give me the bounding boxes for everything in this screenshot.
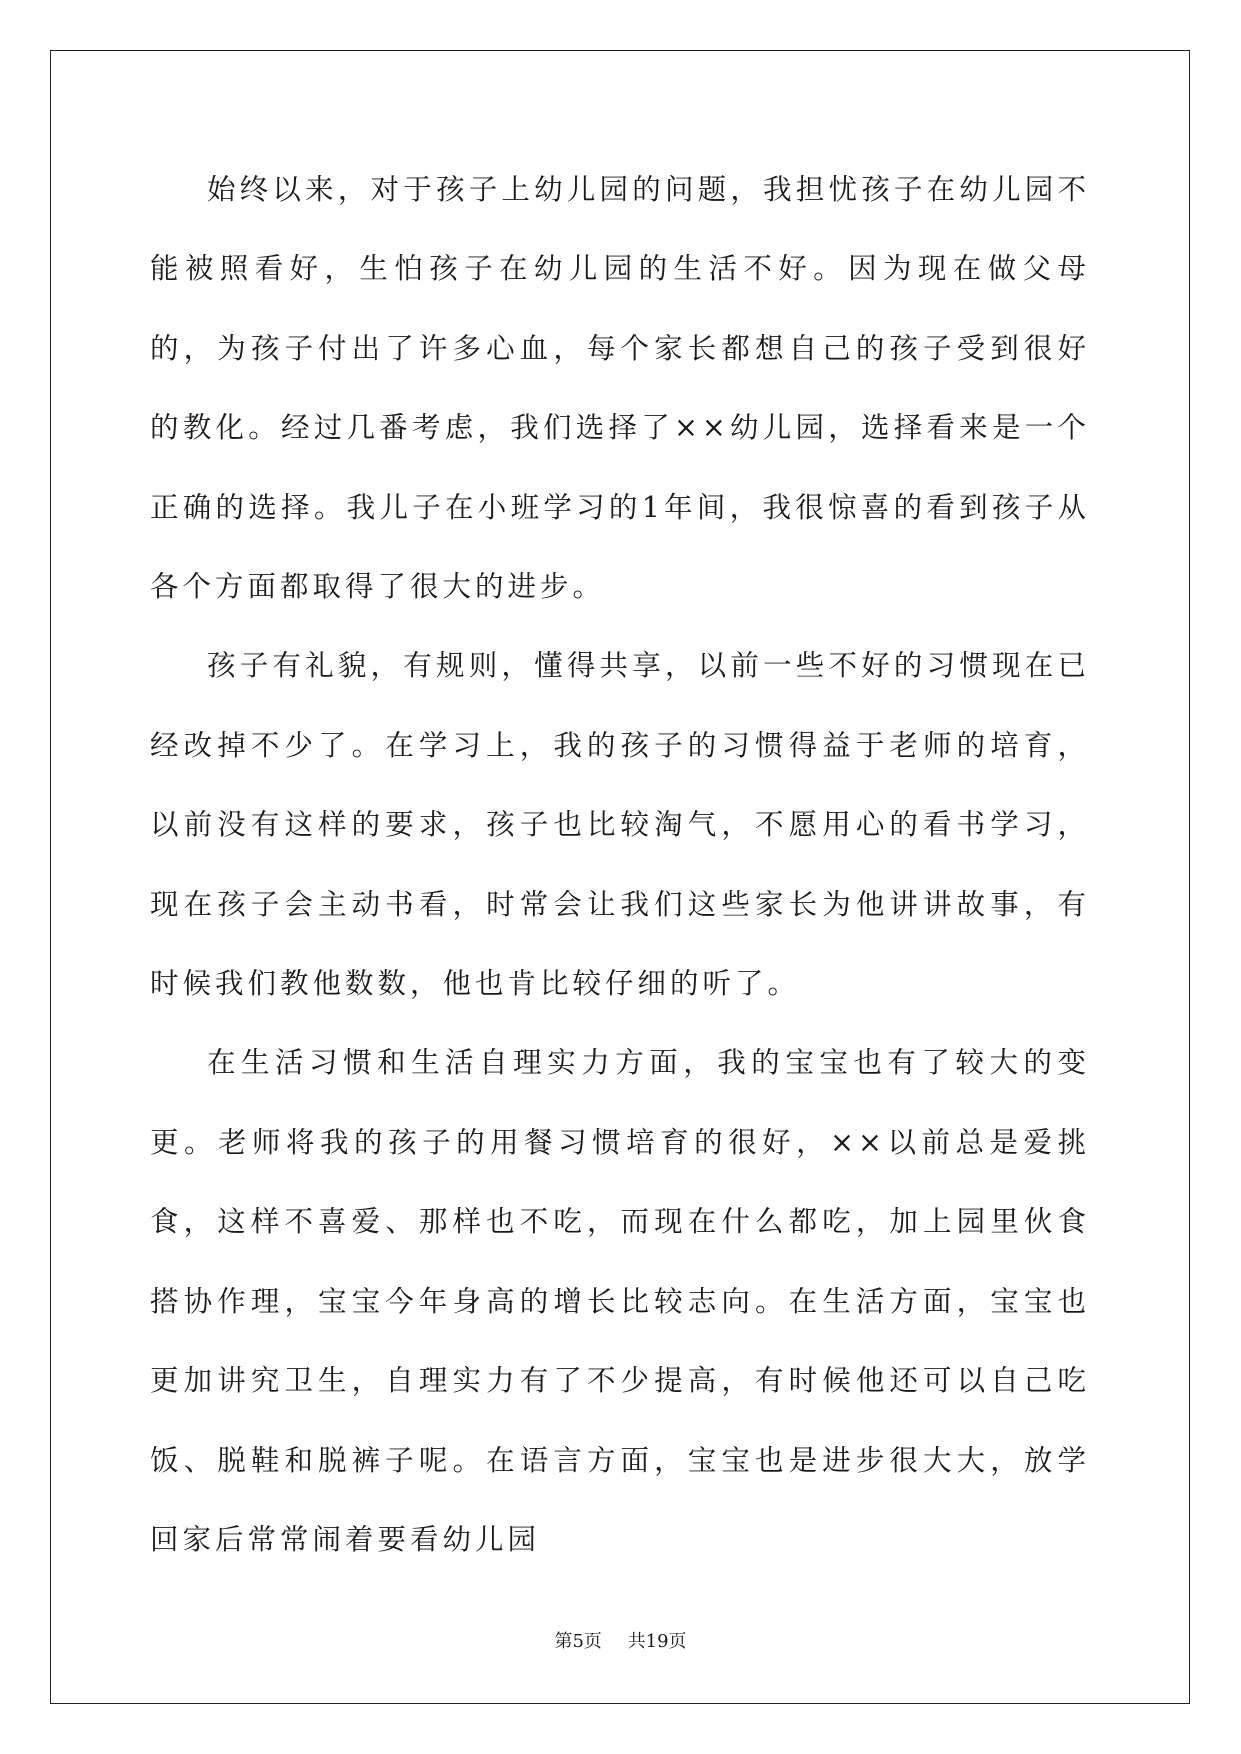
paragraph: 始终以来，对于孩子上幼儿园的问题，我担忧孩子在幼儿园不能被照看好，生怕孩子在幼儿园的生活不好。因为现在做父母的，为孩子付出了许多心血，每个家长都想自己的孩子受到很好的教化。经过几番考虑，我们选择了××幼儿园，选择看来是一个正确的选择。我儿子在小班学习的1年间，我很惊喜的看到孩子从各个方面都取得了很大的进步。 (150, 173, 1090, 604)
current-page-number: 第5页 (554, 1631, 602, 1652)
document-body (150, 150, 1090, 1579)
page-footer (0, 1630, 1241, 1654)
total-page-count: 共19页 (627, 1631, 687, 1652)
paragraph: 在生活习惯和生活自理实力方面，我的宝宝也有了较大的变更。老师将我的孩子的用餐习惯培育的很好，××以前总是爱挑食，这样不喜爱、那样也不吃，而现在什么都吃，加上园里伙食搭协作理，宝宝今年身高的增长比较志向。在生活方面，宝宝也更加讲究卫生，自理实力有了不少提高，有时候他还可以自己吃饭、脱鞋和脱裤子呢。在语言方面，宝宝也是进步很大大，放学回家后常常闹着要看幼儿园 (150, 1046, 1090, 1556)
paragraph: 孩子有礼貌，有规则，懂得共享，以前一些不好的习惯现在已经改掉不少了。在学习上，我的孩子的习惯得益于老师的培育，以前没有这样的要求，孩子也比较淘气，不愿用心的看书学习，现在孩子会主动书看，时常会让我们这些家长为他讲讲故事，有时候我们教他数数，他也肯比较仔细的听了。 (150, 649, 1090, 1001)
